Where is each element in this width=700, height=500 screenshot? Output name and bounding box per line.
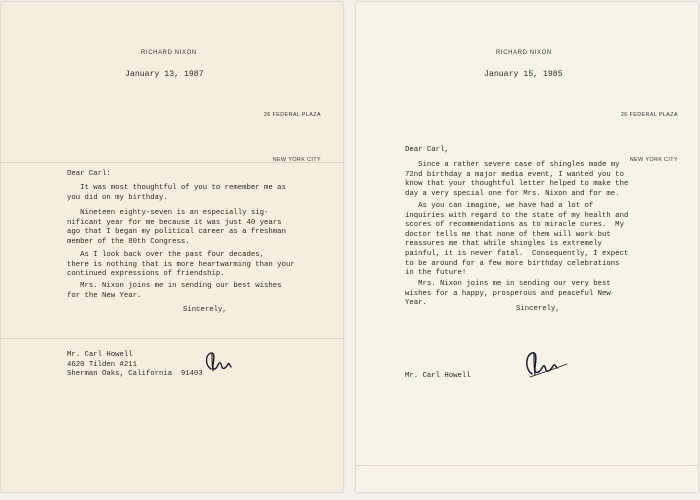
paragraph [67,251,295,280]
body-line: painful, it is never fatal. Consequently, I expect [405,249,629,258]
body-line: for the New Year. [67,291,142,300]
paragraph [405,161,628,199]
body-line: scores of recommendations as to miracle cures. My [405,221,624,230]
body-line: ago that I began my political career as a freshman [67,228,286,237]
handwritten-signature [201,313,241,411]
body-line: 72nd birthday a major media event, I wanted you to [405,170,624,179]
recipient-line: Mr. Carl Howell [67,351,133,359]
address-line: NEW YORK CITY [629,157,678,163]
salutation: Dear Carl, [405,146,449,154]
letter-1987 [1,2,343,492]
body-line: member of the 80th Congress. [67,237,190,246]
body-line: reassures me that while shingles is extremely [405,240,603,249]
body-line: As you can imagine, we have had a lot of [405,202,594,210]
body-line: know that your thoughtful letter helped to make the [405,180,629,189]
letter-1985 [356,2,698,492]
fold-line [356,465,698,466]
body-line: in the future! [405,269,467,278]
letter-date: January 13, 1987 [125,70,204,79]
paragraph [67,209,286,247]
body-line: continued expressions of friendship. [67,270,225,279]
paragraph [405,202,628,279]
body-line: Mrs. Nixon joins me in sending our very best [405,280,611,288]
body-line: Mrs. Nixon joins me in sending our best wishes [67,282,282,290]
body-line: Since a rather severe case of shingles made my [405,161,620,169]
letterhead-name: RICHARD NIXON [141,50,197,56]
body-line: you did on my birthday. [67,193,168,202]
fold-line [1,338,343,339]
letterhead-address [264,76,321,199]
body-line: doctor tells me that none of them will work but [405,230,611,239]
address-line: 26 FEDERAL PLAZA [263,112,321,118]
paragraph [67,184,286,203]
closing: Sincerely, [516,305,560,313]
body-line: Year. [405,299,427,308]
address-line: 26 FEDERAL PLAZA [620,112,678,118]
body-line: nificant year for me because it was just 40 years [67,218,282,227]
letterhead-address [621,76,678,199]
paragraph [405,280,611,309]
closing: Sincerely, [183,306,227,314]
address-line: NEW YORK CITY [272,157,321,163]
body-line: It was most thoughtful of you to remember me as [67,184,286,192]
body-line: day a very special one for Mrs. Nixon and for me. [405,189,620,198]
recipient-line: Sherman Oaks, California 91403 [67,370,203,379]
body-line: inquiries with regard to the state of my health and [405,211,629,220]
body-line: to be around for a few more birthday celebrations [405,259,620,268]
salutation: Dear Carl: [67,170,111,178]
body-line: As I look back over the past four decades, [67,251,265,259]
letterhead-name: RICHARD NIXON [496,50,552,56]
letter-date: January 15, 1985 [484,70,563,79]
body-line: wishes for a happy, prosperous and peaceful New [405,289,611,298]
body-line: there is nothing that is more heartwarming than your [67,260,295,269]
recipient-line: Mr. Carl Howell [405,372,471,380]
body-line: Nineteen eighty-seven is an especially sig- [67,209,269,217]
recipient-address [67,351,203,380]
handwritten-signature [520,312,570,416]
paragraph [67,282,282,301]
recipient-line: 4620 Tilden #211 [67,360,138,369]
